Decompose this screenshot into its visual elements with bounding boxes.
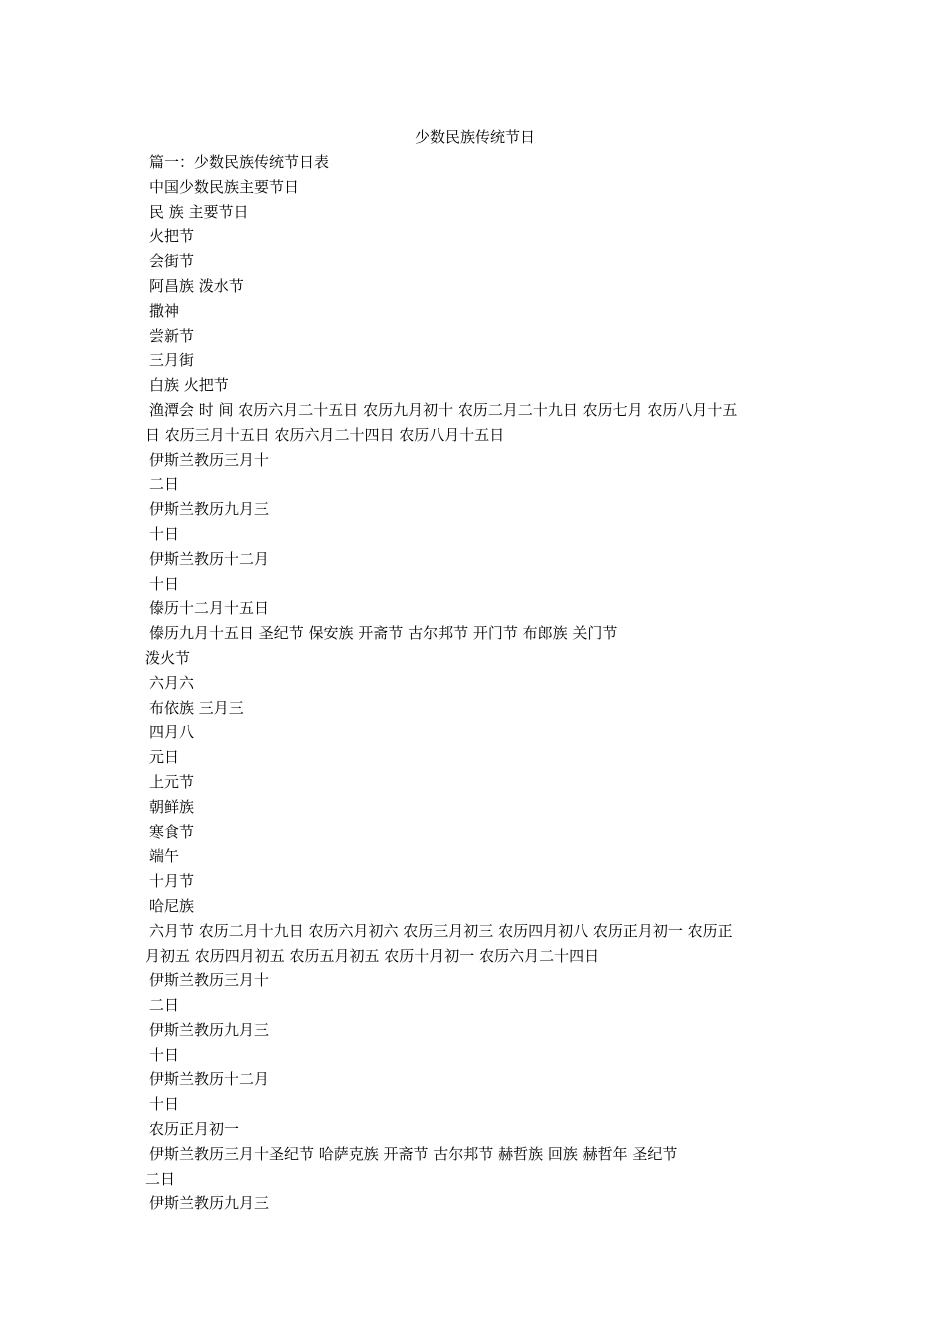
text-line: 农历正月初一 [149,1120,240,1139]
text-line: 三月街 [149,351,195,370]
text-line: 六月节 农历二月十九日 农历六月初六 农历三月初三 农历四月初八 农历正月初一 农历正 [149,921,733,940]
text-line: 伊斯兰教历三月十圣纪节 哈萨克族 开斋节 古尔邦节 赫哲族 回族 赫哲年 圣纪节 [149,1144,678,1163]
text-line: 伊斯兰教历十二月 [149,1070,270,1089]
text-line: 四月八 [149,723,195,742]
text-line: 泼火节 [145,648,191,667]
text-line: 傣历十二月十五日 [149,599,270,618]
text-line: 伊斯兰教历三月十 [149,450,270,469]
text-line: 伊斯兰教历九月三 [149,1194,270,1213]
text-line: 傣历九月十五日 圣纪节 保安族 开斋节 古尔邦节 开门节 布郎族 关门节 [149,624,618,643]
text-line: 伊斯兰教历九月三 [149,500,270,519]
text-line: 日 农历三月十五日 农历六月二十四日 农历八月十五日 [145,425,505,444]
text-line: 十日 [149,524,180,543]
text-line: 布依族 三月三 [149,698,244,717]
document-body [145,150,815,1216]
text-line: 朝鲜族 [149,797,195,816]
text-line: 伊斯兰教历十二月 [149,549,270,568]
text-line: 篇一：少数民族传统节日表 [149,153,330,171]
text-line: 二日 [149,996,180,1015]
text-line: 伊斯兰教历九月三 [149,1020,270,1039]
text-line: 二日 [149,475,180,494]
text-line: 十日 [149,574,180,593]
text-line: 元日 [149,748,180,767]
text-line: 撒神 [149,301,180,320]
text-line: 伊斯兰教历三月十 [149,971,270,990]
document-title: 少数民族传统节日 [414,128,535,146]
text-line: 二日 [145,1169,176,1188]
text-line: 寒食节 [149,822,195,841]
text-line: 上元节 [149,772,195,791]
text-line: 会街节 [149,252,195,271]
text-line: 火把节 [149,227,195,246]
text-line: 民 族 主要节日 [149,202,249,221]
text-line: 十月节 [149,872,195,891]
text-line: 尝新节 [149,326,195,345]
text-line: 十日 [149,1095,180,1114]
text-line: 六月六 [149,673,195,692]
text-line: 中国少数民族主要节日 [149,177,300,196]
text-line: 月初五 农历四月初五 农历五月初五 农历十月初一 农历六月二十四日 [145,946,600,965]
text-line: 白族 火把节 [149,376,229,395]
text-line: 端午 [149,847,180,866]
text-line: 十日 [149,1045,180,1064]
text-line: 阿昌族 泼水节 [149,276,244,295]
text-line: 渔潭会 时 间 农历六月二十五日 农历九月初十 农历二月二十九日 农历七月 农历八月十五 [149,400,738,419]
text-line: 哈尼族 [149,896,195,915]
